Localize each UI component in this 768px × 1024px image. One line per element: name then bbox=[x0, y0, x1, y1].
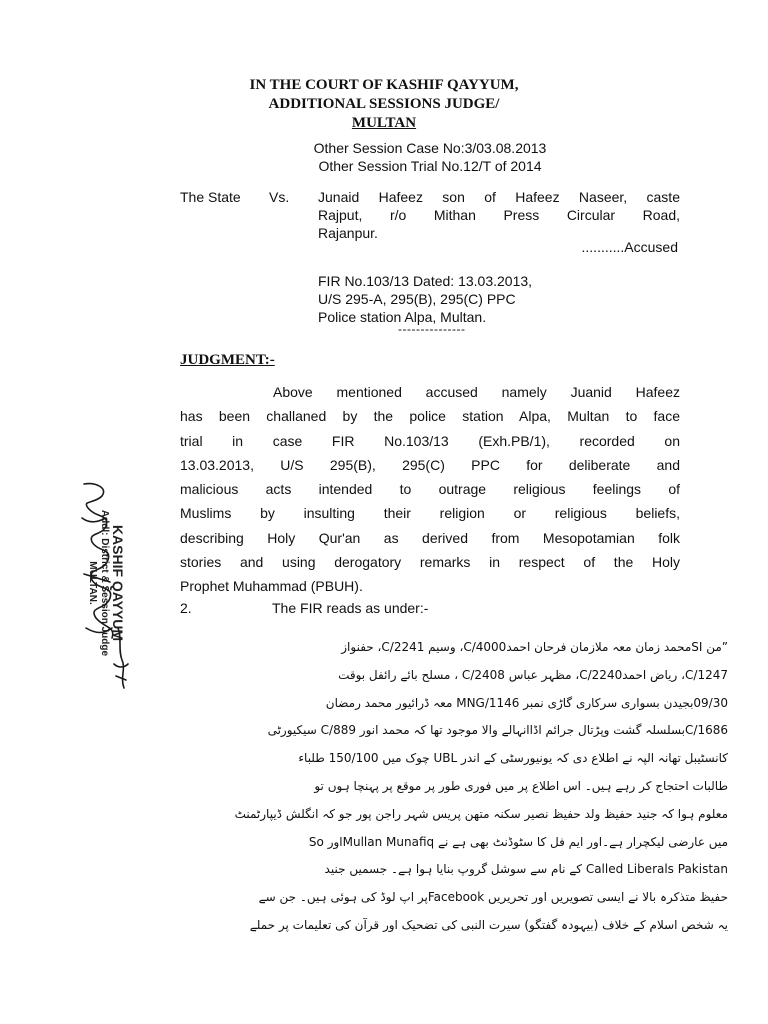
urdu-line: یہ شخص اسلام کے خلاف (بیہودہ گفتگو) سیرت النبی کی تضحیک اور قرآن کی تعلیمات پر حملے bbox=[249, 917, 728, 932]
urdu-line: ”من SIمحمد زمان معہ ملازمان فرحان احمد4000/C، وسیم 2241/C، حفنواز bbox=[341, 640, 728, 654]
session-trial-number: Other Session Trial No.12/T of 2014 bbox=[318, 158, 542, 174]
paragraph-line: has been challaned by the police station Alpa, Multan to face bbox=[180, 408, 680, 425]
judgment-paragraph bbox=[180, 380, 680, 599]
paragraph-line: 13.03.2013, U/S 295(B), 295(C) PPC for deliberate and bbox=[180, 456, 680, 473]
fir-police-station: Police station Alpa, Multan. bbox=[318, 309, 487, 325]
stamp-designation: Addl: District & Session Judge bbox=[99, 509, 110, 657]
fir-sections: U/S 295-A, 295(B), 295(C) PPC bbox=[318, 291, 516, 307]
court-title-line3: MULTAN bbox=[351, 115, 417, 131]
urdu-line: کانسٹیبل تھانہ الپہ نے اطلاع دی کہ یونیورسٹی کے اندر UBL چوک میں 150/100 طلباء bbox=[298, 751, 728, 766]
paragraph-line: Above mentioned accused namely Juanid Hafeez bbox=[273, 384, 680, 400]
judgment-heading: JUDGMENT:- bbox=[180, 352, 275, 368]
session-case-number: Other Session Case No:3/03.08.2013 bbox=[313, 140, 547, 156]
urdu-line: 1686/Cبسلسلہ گشت وپڑتال جرائم اڈاانہالے والا موجود تھا کہ محمد انور 889/C سیکیورٹی bbox=[267, 723, 728, 738]
accused-line: Rajanpur. bbox=[318, 225, 378, 241]
court-title-line2: ADDITIONAL SESSIONS JUDGE/ bbox=[268, 96, 500, 112]
accused-details bbox=[318, 188, 680, 242]
accused-line: Junaid Hafeez son of Hafeez Naseer, caste bbox=[318, 189, 680, 205]
section-heading: The FIR reads as under:- bbox=[272, 600, 429, 616]
court-header bbox=[0, 76, 768, 133]
fir-urdu-text bbox=[206, 634, 728, 940]
urdu-line: معلوم ہوا کہ جنید حفیظ ولد حفیظ نصیر سکنہ متھن پریس شہر راجن پور جو کہ انگلش ڈیپارٹمنٹ bbox=[234, 806, 728, 821]
urdu-line: Called Liberals Pakistan کے نام سے سوشل گروپ بنایا ہوا ہے۔ جسمیں جنید bbox=[324, 862, 728, 877]
paragraph-line: stories and using derogatory remarks in respect of the Holy bbox=[180, 554, 680, 571]
case-numbers bbox=[0, 139, 768, 175]
versus-label: Vs. bbox=[269, 189, 290, 205]
stamp-judge-name: KASHIF QAYYUM bbox=[110, 524, 126, 642]
urdu-line: 1247/C، ریاض احمد2240/C، مظہر عباس 2408/C ، مسلح بائے رائفل بوقت bbox=[338, 667, 728, 682]
judge-signature bbox=[26, 478, 136, 708]
court-title-line1: IN THE COURT OF KASHIF QAYYUM, bbox=[249, 77, 519, 93]
state-label: The State bbox=[180, 189, 241, 205]
paragraph-line: Prophet Muhammad (PBUH). bbox=[180, 578, 363, 595]
paragraph-line: trial in case FIR No.103/13 (Exh.PB/1), recorded on bbox=[180, 432, 680, 449]
stamp-location: MULTAN. bbox=[87, 561, 98, 605]
paragraph-line: Muslims by insulting their religion or religious beliefs, bbox=[180, 505, 680, 522]
urdu-line: حفیظ متذکرہ بالا نے ایسی تصویریں اور تحریریں Facebookپر اپ لوڈ کی ہوئی ہیں۔ جن سے bbox=[258, 890, 728, 905]
fir-details bbox=[318, 272, 678, 326]
urdu-line: طالبات احتجاج کر رہے ہیں۔ اس اطلاع پر میں فوری طور پر موقع پر پہنچا ہوں تو bbox=[314, 778, 728, 793]
section-number: 2. bbox=[180, 600, 192, 616]
separator-line: --------------- bbox=[398, 322, 466, 336]
accused-label: ...........Accused bbox=[581, 239, 678, 255]
urdu-line: میں عارضی لیکچرار ہے۔اور ایم فل کا سٹوڈنٹ بھی ہے نے Mullan Munafiqاور So bbox=[308, 834, 728, 849]
paragraph-line: describing Holy Qur'an as derived from Mesopotamian folk bbox=[180, 529, 680, 546]
paragraph-line: malicious acts intended to outrage religious feelings of bbox=[180, 481, 680, 498]
fir-number: FIR No.103/13 Dated: 13.03.2013, bbox=[318, 273, 533, 289]
urdu-line: 09/30بجیدن بسواری سرکاری گاڑی نمبر MNG/1146 معہ ڈرائیور محمد رمضان bbox=[325, 695, 728, 710]
accused-line: Rajput, r/o Mithan Press Circular Road, bbox=[318, 207, 680, 223]
